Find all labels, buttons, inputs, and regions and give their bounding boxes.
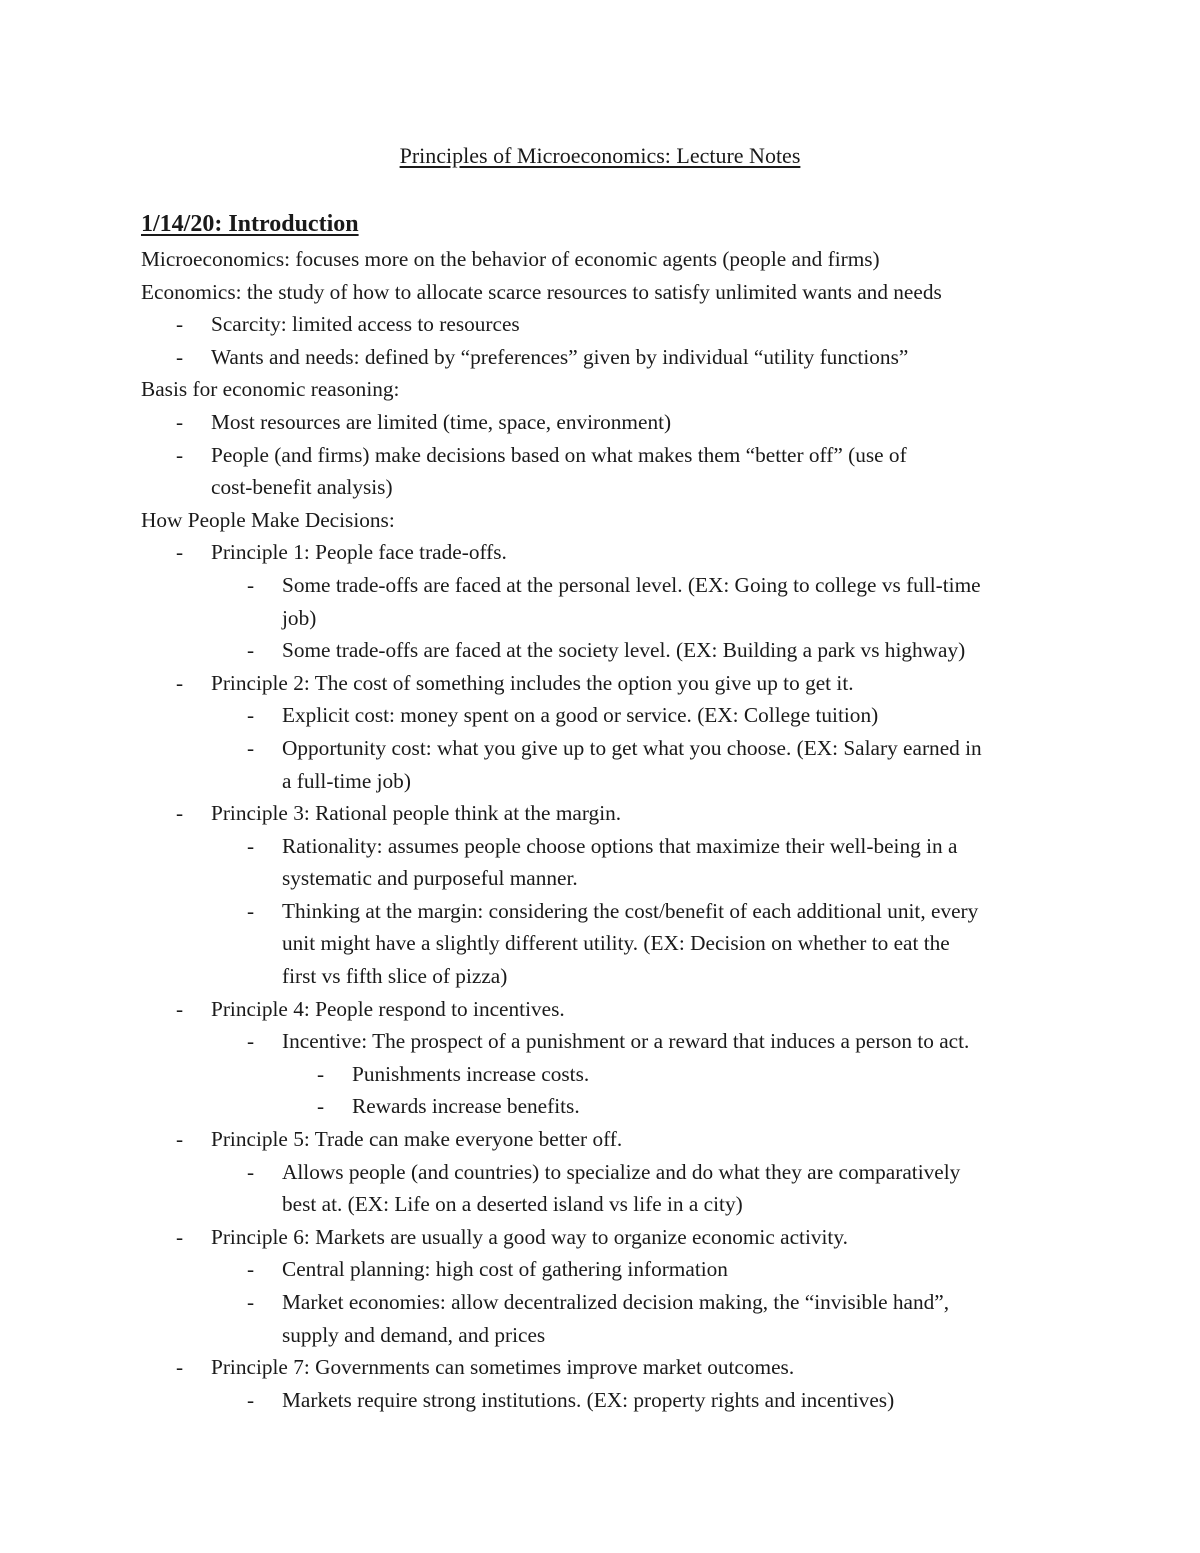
- bullet-marker: -: [176, 996, 184, 1021]
- text-line: [141, 504, 1081, 537]
- line-text: Market economies: allow decentralized decision making, the “invisible hand”,: [282, 1290, 950, 1314]
- line-text: unit might have a slightly different utility. (EX: Decision on whether to eat the: [282, 931, 950, 956]
- line-text: Central planning: high cost of gathering information: [282, 1257, 728, 1282]
- line-text: Markets require strong institutions. (EX: property rights and incentives): [282, 1387, 895, 1412]
- bullet-item: [141, 830, 1081, 863]
- bullet-item: [141, 1384, 1081, 1417]
- line-text: Principle 2: The cost of something includes the option you give up to get it.: [211, 670, 854, 695]
- bullet-item: [141, 439, 1081, 472]
- bullet-item: [141, 1253, 1081, 1286]
- line-text: Microeconomics: focuses more on the behavior of economic agents (people and firms): [141, 247, 880, 271]
- bullet-marker: -: [247, 703, 255, 728]
- line-text: Opportunity cost: what you give up to get what you choose. (EX: Salary earned in: [282, 735, 982, 760]
- bullet-marker: -: [176, 801, 184, 826]
- text-line: [141, 765, 1081, 798]
- bullet-marker: -: [247, 1029, 255, 1054]
- bullet-marker: -: [176, 1355, 184, 1380]
- text-line: [141, 1319, 1081, 1352]
- line-text: Allows people (and countries) to specialize and do what they are comparatively: [282, 1159, 961, 1184]
- bullet-item: [141, 634, 1081, 667]
- line-text: Thinking at the margin: considering the cost/benefit of each additional unit, every: [282, 898, 979, 923]
- line-text: systematic and purposeful manner.: [282, 866, 578, 891]
- bullet-marker: -: [247, 833, 255, 858]
- line-text: Rationality: assumes people choose options that maximize their well-being in a: [282, 833, 958, 858]
- text-line: [141, 927, 1081, 960]
- bullet-marker: -: [317, 1094, 325, 1119]
- line-text: Most resources are limited (time, space, environment): [211, 409, 672, 434]
- line-text: Basis for economic reasoning:: [141, 377, 400, 402]
- document-title: Principles of Microeconomics: Lecture Notes: [399, 143, 801, 168]
- bullet-marker: -: [176, 1224, 184, 1249]
- bullet-item: [141, 1025, 1081, 1058]
- bullet-item: [141, 308, 1081, 341]
- line-text: a full-time job): [282, 768, 411, 793]
- line-text: Wants and needs: defined by “preferences” given by individual “utility functions”: [211, 344, 909, 369]
- line-text: How People Make Decisions:: [141, 507, 395, 532]
- bullet-marker: -: [317, 1061, 325, 1086]
- bullet-item: [141, 1351, 1081, 1384]
- line-text: Principle 3: Rational people think at the margin.: [211, 801, 622, 826]
- bullet-item: [141, 1156, 1081, 1189]
- bullet-item: [141, 699, 1081, 732]
- line-text: Some trade-offs are faced at the society level. (EX: Building a park vs highway): [282, 638, 966, 663]
- line-text: cost-benefit analysis): [211, 475, 393, 500]
- bullet-marker: -: [247, 1387, 255, 1412]
- text-line: [141, 373, 1081, 406]
- bullet-item: [141, 797, 1081, 830]
- bullet-item: [141, 732, 1081, 765]
- bullet-marker: -: [247, 898, 255, 923]
- line-text: job): [282, 605, 317, 630]
- bullet-marker: -: [176, 540, 184, 565]
- text-line: [141, 960, 1081, 993]
- text-line: [141, 862, 1081, 895]
- line-text: Principle 5: Trade can make everyone better off.: [211, 1127, 623, 1152]
- line-text: Rewards increase benefits.: [352, 1094, 580, 1119]
- bullet-item: [141, 1058, 1081, 1091]
- line-text: best at. (EX: Life on a deserted island vs life in a city): [282, 1192, 743, 1217]
- text-line: [141, 471, 1081, 504]
- bullet-marker: -: [247, 638, 255, 663]
- bullet-marker: -: [176, 670, 184, 695]
- line-text: Principle 4: People respond to incentives.: [211, 996, 565, 1021]
- text-line: [141, 602, 1081, 635]
- bullet-marker: -: [176, 344, 184, 369]
- bullet-item: [141, 569, 1081, 602]
- text-line: [141, 243, 1081, 276]
- bullet-item: [141, 1090, 1081, 1123]
- bullet-item: [141, 536, 1081, 569]
- bullet-marker: -: [176, 312, 184, 337]
- line-text: Principle 6: Markets are usually a good way to organize economic activity.: [211, 1224, 848, 1249]
- bullet-marker: -: [247, 1159, 255, 1184]
- bullet-marker: -: [176, 1127, 184, 1152]
- bullet-marker: -: [247, 1290, 255, 1314]
- bullet-item: [141, 341, 1081, 374]
- line-text: People (and firms) make decisions based on what makes them “better off” (use of: [211, 442, 907, 467]
- bullet-item: [141, 1221, 1081, 1254]
- line-text: Principle 7: Governments can sometimes improve market outcomes.: [211, 1355, 795, 1380]
- bullet-marker: -: [247, 572, 255, 597]
- line-text: Scarcity: limited access to resources: [211, 312, 520, 337]
- bullet-marker: -: [247, 735, 255, 760]
- line-text: Punishments increase costs.: [352, 1061, 590, 1086]
- text-line: [141, 1188, 1081, 1221]
- section-heading: 1/14/20: Introduction: [141, 211, 359, 237]
- line-text: Explicit cost: money spent on a good or service. (EX: College tuition): [282, 703, 879, 728]
- bullet-item: [141, 1123, 1081, 1156]
- bullet-item: [141, 1286, 1081, 1319]
- bullet-marker: -: [176, 442, 184, 467]
- bullet-item: [141, 993, 1081, 1026]
- line-text: Incentive: The prospect of a punishment or a reward that induces a person to act.: [282, 1029, 970, 1054]
- text-line: [141, 276, 1081, 309]
- line-text: Principle 1: People face trade-offs.: [211, 540, 507, 565]
- line-text: Some trade-offs are faced at the personal level. (EX: Going to college vs full-time: [282, 572, 981, 597]
- bullet-item: [141, 895, 1081, 928]
- bullet-marker: -: [176, 409, 184, 434]
- bullet-marker: -: [247, 1257, 255, 1282]
- document-body: [141, 243, 1081, 1416]
- line-text: first vs fifth slice of pizza): [282, 964, 508, 989]
- bullet-item: [141, 406, 1081, 439]
- bullet-item: [141, 667, 1081, 700]
- line-text: Economics: the study of how to allocate scarce resources to satisfy unlimited wants and needs: [141, 279, 942, 304]
- line-text: supply and demand, and prices: [282, 1322, 546, 1347]
